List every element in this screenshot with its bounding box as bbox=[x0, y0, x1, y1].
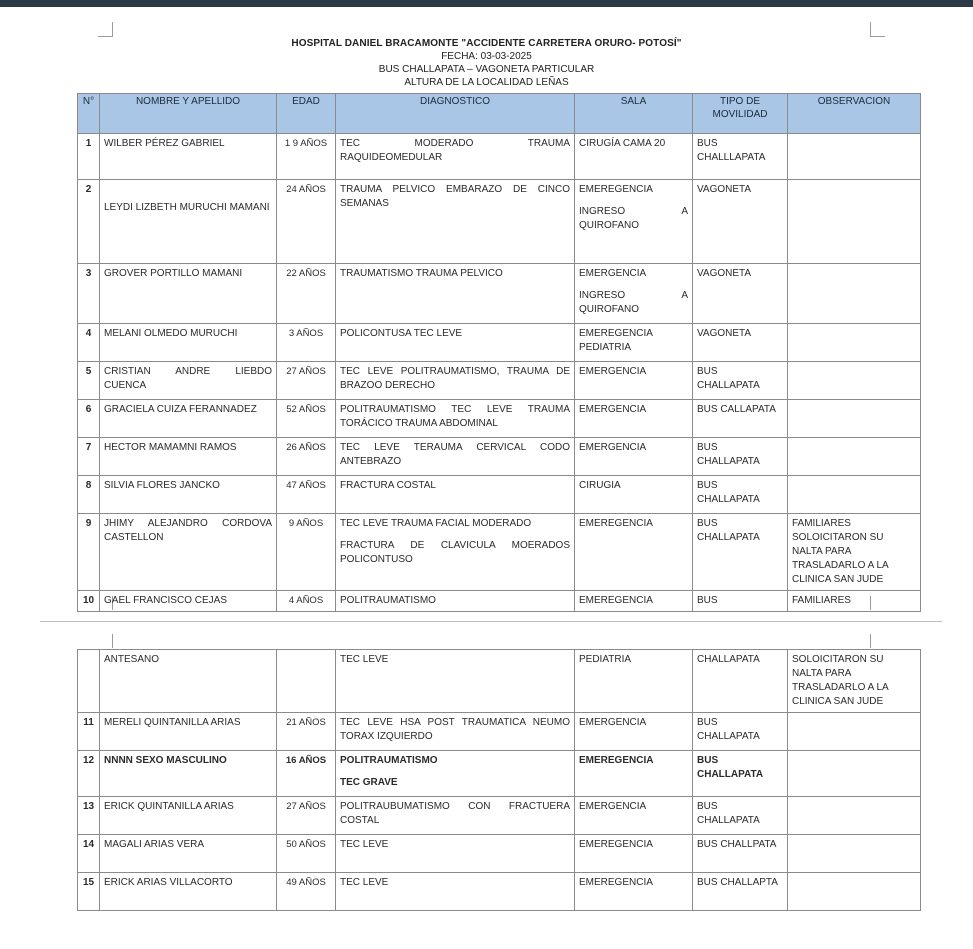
table-row bbox=[78, 873, 921, 911]
ward bbox=[575, 438, 693, 476]
table-header-row bbox=[78, 94, 921, 134]
diagnosis bbox=[336, 751, 575, 797]
diagnosis-text-secondary: TEC GRAVE bbox=[340, 777, 398, 788]
patient-name bbox=[100, 400, 277, 438]
ward-text: EMERGENCIA bbox=[579, 366, 647, 377]
patient-age: 50 AÑOS bbox=[277, 835, 336, 873]
diagnosis bbox=[336, 476, 575, 514]
patient-name bbox=[100, 751, 277, 797]
diagnosis-text: POLITRAUMATISMO TEC LEVE TRAUMA TORÁCICO TRAUMA ABDOMINAL bbox=[340, 404, 570, 429]
ward bbox=[575, 650, 693, 713]
table-row bbox=[78, 362, 921, 400]
patient-name bbox=[100, 324, 277, 362]
transport-type: VAGONETA bbox=[693, 264, 788, 324]
ward bbox=[575, 134, 693, 180]
diagnosis-text: TRAUMA PELVICO EMBARAZO DE CINCO SEMANAS bbox=[340, 184, 570, 209]
table-row bbox=[78, 134, 921, 180]
diagnosis-text: TEC LEVE bbox=[340, 839, 389, 850]
transport-type: BUS CHALLLAPATA bbox=[693, 134, 788, 180]
transport-type: VAGONETA bbox=[693, 180, 788, 264]
ward-text: EMERGENCIA bbox=[579, 717, 647, 728]
row-number bbox=[78, 650, 100, 713]
patient-age: 27 AÑOS bbox=[277, 797, 336, 835]
patient-name bbox=[100, 873, 277, 911]
ward bbox=[575, 835, 693, 873]
observation bbox=[788, 835, 921, 873]
patient-name-text: WILBER PÉREZ GABRIEL bbox=[104, 138, 225, 149]
hospital-title: HOSPITAL DANIEL BRACAMONTE "ACCIDENTE CARRETERA ORURO- POTOSÍ" bbox=[291, 38, 682, 49]
table-row bbox=[78, 650, 921, 713]
row-number: 10 bbox=[78, 591, 100, 612]
col-header-age: EDAD bbox=[277, 94, 336, 134]
report-date: FECHA: 03-03-2025 bbox=[441, 51, 532, 62]
ward-text: CIRUGIA bbox=[579, 480, 621, 491]
diagnosis bbox=[336, 591, 575, 612]
col-header-observation: OBSERVACION bbox=[788, 94, 921, 134]
transport-type: BUS CHALLAPATA bbox=[693, 713, 788, 751]
transport-type: BUS bbox=[693, 591, 788, 612]
patient-age: 47 AÑOS bbox=[277, 476, 336, 514]
patient-name bbox=[100, 514, 277, 591]
ward bbox=[575, 713, 693, 751]
patient-name-text: CRISTIAN ANDRE LIEBDO CUENCA bbox=[104, 366, 272, 391]
col-header-ward: SALA bbox=[575, 94, 693, 134]
table-row bbox=[78, 180, 921, 264]
diagnosis bbox=[336, 438, 575, 476]
transport-type: BUS CHALLAPATA bbox=[693, 751, 788, 797]
diagnosis-text: FRACTURA COSTAL bbox=[340, 480, 436, 491]
patient-name bbox=[100, 134, 277, 180]
col-header-transport: TIPO DE MOVILIDAD bbox=[693, 94, 788, 134]
ward bbox=[575, 873, 693, 911]
row-number: 4 bbox=[78, 324, 100, 362]
observation bbox=[788, 797, 921, 835]
transport-type: CHALLAPATA bbox=[693, 650, 788, 713]
patient-age: 4 AÑOS bbox=[277, 591, 336, 612]
ward bbox=[575, 264, 693, 324]
observation bbox=[788, 324, 921, 362]
patient-name-text: MERELI QUINTANILLA ARIAS bbox=[104, 717, 241, 728]
ward-text: EMEREGENCIA bbox=[579, 184, 653, 195]
patient-name-text: GRACIELA CUIZA FERANNADEZ bbox=[104, 404, 257, 415]
diagnosis bbox=[336, 835, 575, 873]
patient-age: 22 AÑOS bbox=[277, 264, 336, 324]
spacer bbox=[340, 531, 570, 539]
patient-name bbox=[100, 264, 277, 324]
diagnosis bbox=[336, 713, 575, 751]
row-number: 7 bbox=[78, 438, 100, 476]
diagnosis-text: POLITRAUMATISMO bbox=[340, 595, 436, 606]
diagnosis-text: TEC LEVE bbox=[340, 654, 389, 665]
ward-text: EMERGENCIA bbox=[579, 404, 647, 415]
transport-type: BUS CHALLAPATA bbox=[693, 476, 788, 514]
ward-text: EMEREGENCIA bbox=[579, 518, 653, 529]
top-edge-bar bbox=[0, 0, 973, 7]
row-number: 13 bbox=[78, 797, 100, 835]
transport-type: BUS CHALLPATA bbox=[693, 835, 788, 873]
ward-text: EMEREGENCIA bbox=[579, 595, 653, 606]
patient-age: 21 AÑOS bbox=[277, 713, 336, 751]
ward-text: EMERGENCIA bbox=[579, 442, 647, 453]
patient-name bbox=[100, 438, 277, 476]
table-row bbox=[78, 476, 921, 514]
patient-age: 3 AÑOS bbox=[277, 324, 336, 362]
ward bbox=[575, 324, 693, 362]
diagnosis bbox=[336, 362, 575, 400]
table-row bbox=[78, 514, 921, 591]
ward-text: EMEREGENCIA bbox=[579, 839, 653, 850]
patient-age: 16 AÑOS bbox=[277, 751, 336, 797]
spacer bbox=[579, 281, 688, 289]
ward-text: EMERGENCIA bbox=[579, 801, 647, 812]
patient-name-text: SILVIA FLORES JANCKO bbox=[104, 480, 220, 491]
diagnosis-text: POLITRAUBUMATISMO CON FRACTUERA COSTAL bbox=[340, 801, 570, 826]
patient-name-text: MELANI OLMEDO MURUCHI bbox=[104, 328, 238, 339]
table-row bbox=[78, 324, 921, 362]
diagnosis-text-secondary: FRACTURA DE CLAVICULA MOERADOS POLICONTUSO bbox=[340, 540, 570, 565]
patient-name-text: ANTESANO bbox=[104, 654, 160, 665]
spacer bbox=[340, 768, 570, 776]
ward bbox=[575, 797, 693, 835]
diagnosis bbox=[336, 650, 575, 713]
patient-name-text: ERICK ARIAS VILLACORTO bbox=[104, 877, 233, 888]
table-row bbox=[78, 835, 921, 873]
patient-age: 49 AÑOS bbox=[277, 873, 336, 911]
table-row bbox=[78, 264, 921, 324]
row-number: 15 bbox=[78, 873, 100, 911]
row-number: 11 bbox=[78, 713, 100, 751]
row-number: 8 bbox=[78, 476, 100, 514]
ward bbox=[575, 180, 693, 264]
diagnosis-text: POLICONTUSA TEC LEVE bbox=[340, 328, 463, 339]
table-row bbox=[78, 438, 921, 476]
diagnosis bbox=[336, 134, 575, 180]
diagnosis bbox=[336, 873, 575, 911]
ward-text: EMERGENCIA bbox=[579, 268, 647, 279]
ward bbox=[575, 362, 693, 400]
patient-name bbox=[100, 591, 277, 612]
ward bbox=[575, 476, 693, 514]
row-number: 12 bbox=[78, 751, 100, 797]
col-header-diagnosis: DIAGNOSTICO bbox=[336, 94, 575, 134]
diagnosis-text: TEC MODERADO TRAUMA RAQUIDEOMEDULAR bbox=[340, 138, 570, 163]
patient-age bbox=[277, 650, 336, 713]
diagnosis bbox=[336, 264, 575, 324]
patient-age: 24 AÑOS bbox=[277, 180, 336, 264]
observation: SOLOICITARON SU NALTA PARA TRASLADARLO A LA CLINICA SAN JUDE bbox=[788, 650, 921, 713]
diagnosis bbox=[336, 324, 575, 362]
diagnosis-text: TEC LEVE HSA POST TRAUMATICA NEUMO TORAX IZQUIERDO bbox=[340, 717, 570, 742]
patient-name bbox=[100, 650, 277, 713]
patient-name-text: LEYDI LIZBETH MURUCHI MAMANI bbox=[104, 202, 270, 213]
ward-text: EMEREGENCIA bbox=[579, 755, 654, 766]
observation bbox=[788, 713, 921, 751]
location-line: ALTURA DE LA LOCALIDAD LEÑAS bbox=[404, 77, 569, 88]
transport-type: VAGONETA bbox=[693, 324, 788, 362]
observation bbox=[788, 362, 921, 400]
patient-name-text: MAGALI ARIAS VERA bbox=[104, 839, 205, 850]
patient-name bbox=[100, 180, 277, 264]
transport-type: BUS CHALLAPATA bbox=[693, 797, 788, 835]
diagnosis bbox=[336, 180, 575, 264]
table-row bbox=[78, 751, 921, 797]
patient-name-text: GAEL FRANCISCO CEJAS bbox=[104, 595, 227, 606]
patient-age: 1 9 AÑOS bbox=[277, 134, 336, 180]
ward bbox=[575, 591, 693, 612]
diagnosis-text: TEC LEVE POLITRAUMATISMO, TRAUMA DE BRAZOO DERECHO bbox=[340, 366, 570, 391]
crop-mark-top-right bbox=[870, 22, 885, 37]
crop-mark bbox=[870, 634, 871, 648]
table-row bbox=[78, 591, 921, 612]
patients-table-page-2 bbox=[77, 649, 921, 911]
observation bbox=[788, 264, 921, 324]
patient-name bbox=[100, 476, 277, 514]
diagnosis-text: TRAUMATISMO TRAUMA PELVICO bbox=[340, 268, 503, 279]
ward bbox=[575, 400, 693, 438]
patient-age: 27 AÑOS bbox=[277, 362, 336, 400]
patient-name bbox=[100, 835, 277, 873]
table-row bbox=[78, 400, 921, 438]
diagnosis bbox=[336, 400, 575, 438]
col-header-num: N° bbox=[78, 94, 100, 134]
row-number: 3 bbox=[78, 264, 100, 324]
observation bbox=[788, 134, 921, 180]
document-header bbox=[0, 37, 973, 89]
observation: FAMILIARES SOLOICITARON SU NALTA PARA TRASLADARLO A LA CLINICA SAN JUDE bbox=[788, 514, 921, 591]
transport-type: BUS CALLAPATA bbox=[693, 400, 788, 438]
ward-text-secondary: INGRESO A QUIROFANO bbox=[579, 290, 688, 315]
patient-name bbox=[100, 713, 277, 751]
diagnosis bbox=[336, 514, 575, 591]
row-number: 2 bbox=[78, 180, 100, 264]
patient-name-text: ERICK QUINTANILLA ARIAS bbox=[104, 801, 234, 812]
patients-table-page-1 bbox=[77, 93, 921, 612]
ward-text-secondary: INGRESO A QUIROFANO bbox=[579, 206, 688, 231]
ward-text: EMEREGENCIA PEDIATRIA bbox=[579, 328, 653, 353]
vehicles-line: BUS CHALLAPATA – VAGONETA PARTICULAR bbox=[378, 64, 595, 75]
observation bbox=[788, 476, 921, 514]
crop-mark bbox=[112, 634, 113, 648]
patient-name-text: GROVER PORTILLO MAMANI bbox=[104, 268, 243, 279]
diagnosis-text: TEC LEVE TERAUMA CERVICAL CODO ANTEBRAZO bbox=[340, 442, 570, 467]
patient-name bbox=[100, 362, 277, 400]
patient-age: 9 AÑOS bbox=[277, 514, 336, 591]
table-row bbox=[78, 713, 921, 751]
transport-type: BUS CHALLAPATA bbox=[693, 438, 788, 476]
row-number: 6 bbox=[78, 400, 100, 438]
patient-age: 26 AÑOS bbox=[277, 438, 336, 476]
diagnosis-text: TEC LEVE TRAUMA FACIAL MODERADO bbox=[340, 518, 532, 529]
ward-text: PEDIATRIA bbox=[579, 654, 632, 665]
row-number: 5 bbox=[78, 362, 100, 400]
ward-text: CIRUGÍA CAMA 20 bbox=[579, 138, 666, 149]
observation: FAMILIARES bbox=[788, 591, 921, 612]
diagnosis-text: TEC LEVE bbox=[340, 877, 389, 888]
ward bbox=[575, 514, 693, 591]
observation bbox=[788, 873, 921, 911]
ward bbox=[575, 751, 693, 797]
patient-name-text: NNNN SEXO MASCULINO bbox=[104, 755, 227, 766]
diagnosis-text: POLITRAUMATISMO bbox=[340, 755, 438, 766]
table-row bbox=[78, 797, 921, 835]
patient-name-text: JHIMY ALEJANDRO CORDOVA CASTELLON bbox=[104, 518, 272, 543]
transport-type: BUS CHALLAPTA bbox=[693, 873, 788, 911]
patient-name bbox=[100, 797, 277, 835]
spacer bbox=[104, 183, 272, 201]
crop-mark-top-left bbox=[98, 22, 113, 37]
spacer bbox=[579, 197, 688, 205]
col-header-name: NOMBRE Y APELLIDO bbox=[100, 94, 277, 134]
row-number: 1 bbox=[78, 134, 100, 180]
patient-age: 52 AÑOS bbox=[277, 400, 336, 438]
row-number: 14 bbox=[78, 835, 100, 873]
patient-name-text: HECTOR MAMAMNI RAMOS bbox=[104, 442, 237, 453]
transport-type: BUS CHALLAPATA bbox=[693, 362, 788, 400]
page-break-line bbox=[40, 621, 942, 622]
row-number: 9 bbox=[78, 514, 100, 591]
observation bbox=[788, 438, 921, 476]
observation bbox=[788, 751, 921, 797]
ward-text: EMEREGENCIA bbox=[579, 877, 653, 888]
observation bbox=[788, 400, 921, 438]
observation bbox=[788, 180, 921, 264]
transport-type: BUS CHALLAPATA bbox=[693, 514, 788, 591]
diagnosis bbox=[336, 797, 575, 835]
